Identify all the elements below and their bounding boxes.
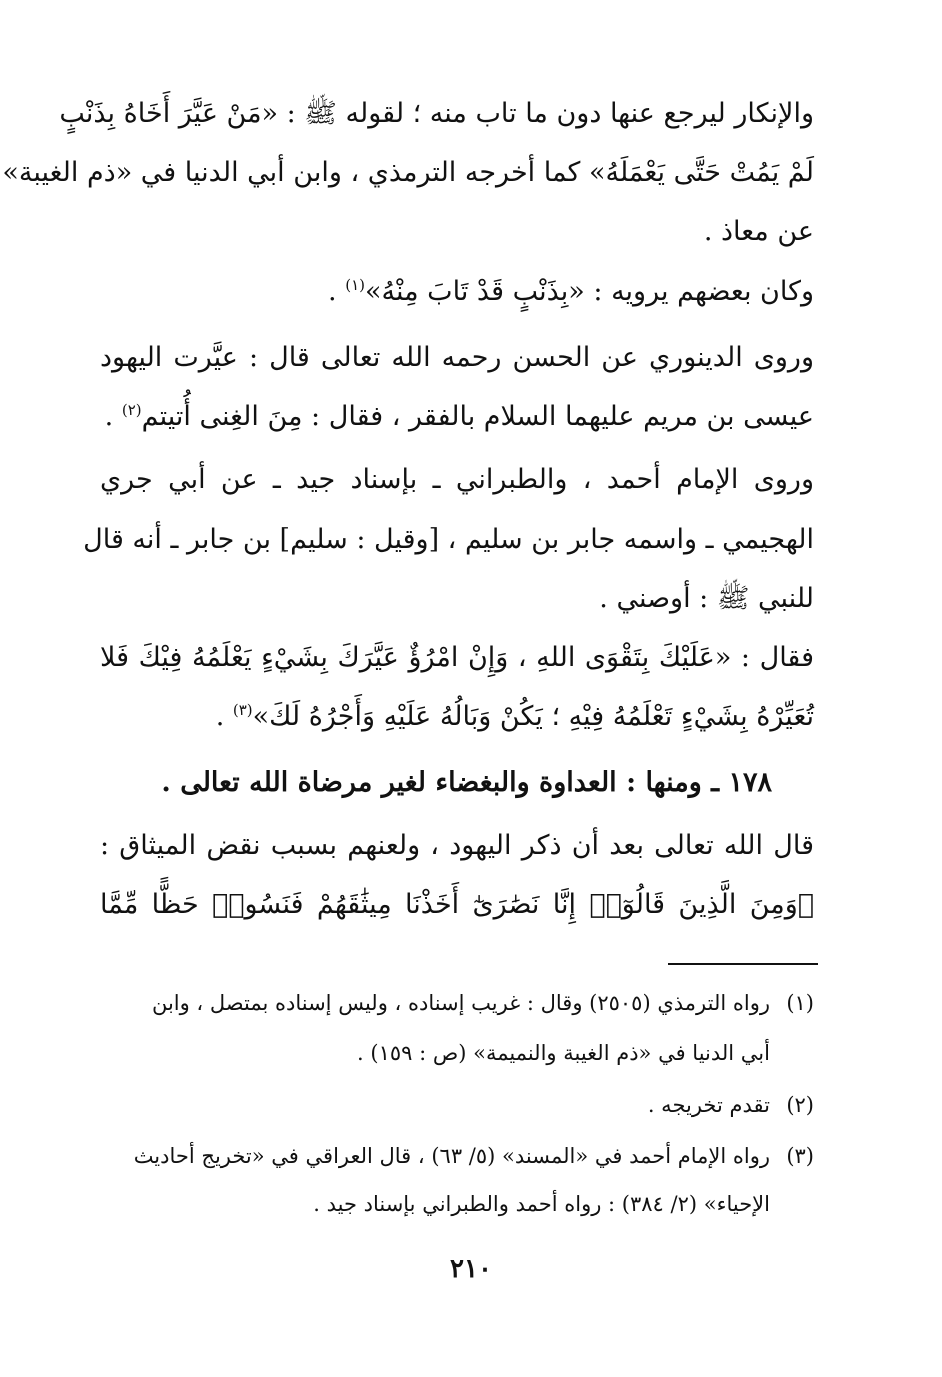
footnote-3-line-2: الإحياء» (٢/ ٣٨٤) : رواه أحمد والطبراني بإسناد جيد . [313, 1192, 770, 1216]
footnote-1-line-2: أبي الدنيا في «ذم الغيبة والنميمة» (ص : ١٥٩) . [357, 1041, 770, 1065]
quran-verse-line: ﴿وَمِنَ الَّذِينَ قَالُوٓا۟ إِنَّا نَصَٰرَىٰٓ أَخَذْنَا مِيثَٰقَهُمْ فَنَسُوا۟ حَظًّا مِّمَّا [100, 889, 814, 920]
body-line-9: للنبي ﷺ : أوصني . [599, 583, 814, 614]
page-number: ٢١٠ [450, 1254, 492, 1284]
footnote-3-number: (٣) [786, 1144, 814, 1168]
footnote-1-line-1 [100, 985, 814, 1021]
footnote-1-text-1: رواه الترمذي (٢٥٠٥) وقال : غريب إسناده ، وليس إسناده بمتصل ، وابن [151, 991, 770, 1015]
footnote-2-text-1: تقدم تخريجه . [647, 1093, 770, 1117]
body-line-3: عن معاذ . [703, 216, 814, 247]
body-line-7: وروى الإمام أحمد ، والطبراني ـ بإسناد جيد ـ عن أبي جري [100, 464, 814, 495]
body-line-6 [100, 397, 814, 437]
footnote-3-line-1 [100, 1138, 814, 1174]
body-line-6-text: عيسى بن مريم عليهما السلام بالفقر ، فقال : مِنَ الغِنى أُتيتم [141, 401, 814, 432]
footnote-ref-2: (٢) [121, 401, 142, 419]
body-line-1: والإنكار ليرجع عنها دون ما تاب منه ؛ لقوله ﷺ : «مَنْ عَيَّرَ أَخَاهُ بِذَنْبٍ [59, 98, 814, 129]
body-line-2: لَمْ يَمُتْ حَتَّى يَعْمَلَهُ» كما أخرجه الترمذي ، وابن أبي الدنيا في «ذم الغيبة» [2, 157, 814, 188]
body-line-10: فقال : «عَلَيْكَ بِتَقْوَى اللهِ ، وَإِنْ امْرُؤٌ عَيَّرَكَ بِشَيْءٍ يَعْلَمُهُ فِيْكَ فَلا [100, 642, 814, 673]
body-line-6-end: . [104, 401, 122, 432]
body-line-4-text: وكان بعضهم يرويه : «بِذَنْبٍ قَدْ تَابَ مِنْهُ» [364, 276, 814, 307]
body-line-11-end: . [215, 701, 233, 732]
footnote-3-text-1: رواه الإمام أحمد في «المسند» (٥/ ٦٣) ، قال العراقي في «تخريج أحاديث [133, 1144, 770, 1168]
footnote-2-number: (٢) [786, 1093, 814, 1117]
body-line-11 [100, 697, 814, 737]
footnote-2-line-1 [100, 1087, 814, 1123]
footnote-ref-1: (١) [345, 276, 365, 294]
section-heading-178: ١٧٨ ـ ومنها : العداوة والبغضاء لغير مرضاة الله تعالى . [161, 767, 772, 798]
footnote-separator [668, 963, 818, 965]
body-line-5: وروى الدينوري عن الحسن رحمه الله تعالى قال : عيَّرت اليهود [100, 342, 814, 373]
body-line-4 [100, 272, 814, 312]
body-line-8: الهجيمي ـ واسمه جابر بن سليم ، [وقيل : سليم] بن جابر ـ أنه قال [83, 524, 814, 555]
body-line-13: قال الله تعالى بعد أن ذكر اليهود ، ولعنهم بسبب نقض الميثاق : [100, 830, 814, 861]
footnote-ref-3: (٣) [232, 701, 253, 719]
body-line-11-text: تُعَيِّرْهُ بِشَيْءٍ تَعْلَمُهُ فِيْهِ ؛ يَكُنْ وَبَالُهُ عَلَيْهِ وَأَجْرُهُ لَكَ» [252, 701, 814, 732]
body-line-4-end: . [328, 276, 346, 307]
footnote-1-number: (١) [786, 991, 814, 1015]
